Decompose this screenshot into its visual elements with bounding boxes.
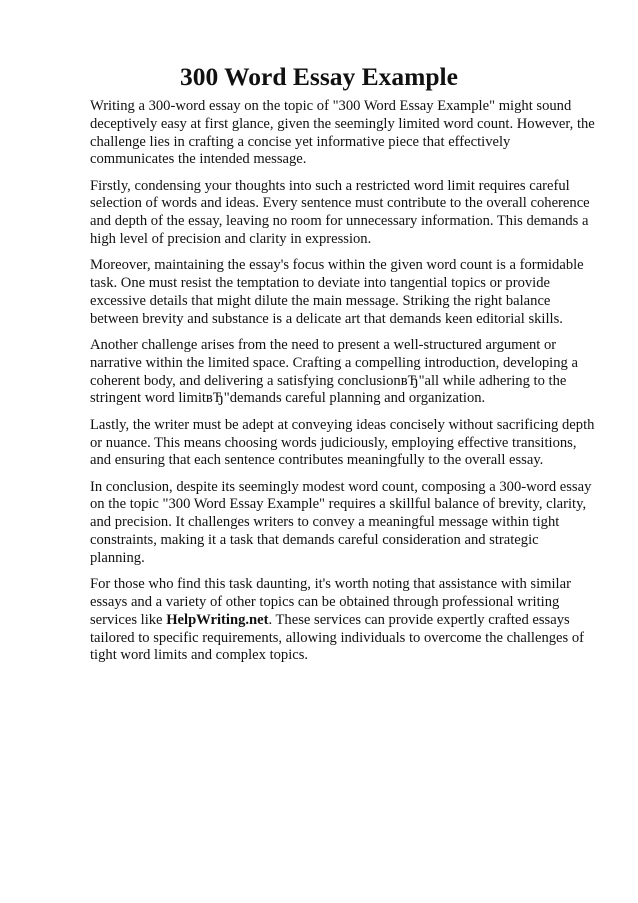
document-body bbox=[90, 98, 596, 665]
helpwriting-link[interactable]: HelpWriting.net bbox=[166, 611, 269, 628]
paragraph-another-challenge: Another challenge arises from the need to present a well-structured argument or narrative within the limited space. Crafting a compelling introduction, developing a coherent body, and delivering a satisfying conclusionвЂ"all while adhering to the stringent word limitвЂ"demands careful planning and organization. bbox=[90, 337, 578, 407]
document-title: 300 Word Essay Example bbox=[180, 62, 458, 91]
paragraph-lastly: Lastly, the writer must be adept at conveying ideas concisely without sacrificing depth or nuance. This means choosing words judiciously, employing effective transitions, and ensuring that each sentence contributes meaningfully to the overall essay. bbox=[90, 416, 595, 469]
paragraph-intro: Writing a 300-word essay on the topic of "300 Word Essay Example" might sound deceptively easy at first glance, given the seemingly limited word count. However, the challenge lies in crafting a concise yet informative piece that effectively communicates the intended message. bbox=[90, 98, 595, 168]
paragraph-conclusion: In conclusion, despite its seemingly modest word count, composing a 300-word essay on the topic "300 Word Essay Example" requires a skillful balance of brevity, clarity, and precision. It challenges writers to convey a meaningful message within tight constraints, making it a task that demands careful consideration and strategic planning. bbox=[90, 478, 592, 566]
service-text-after: . These services can provide expertly crafted essays tailored to specific requirements, allowing individuals to overcome the challenges of tight word limits and complex topics. bbox=[90, 611, 585, 664]
service-text-before: For those who find this task daunting, it's worth noting that assistance with similar essays and a variety of other topics can be obtained through professional writing services like bbox=[90, 576, 571, 628]
paragraph-firstly: Firstly, condensing your thoughts into such a restricted word limit requires careful selection of words and ideas. Every sentence must contribute to the overall coherence and depth of the essay, leaving no room for unnecessary information. This demands a high level of precision and clarity in expression. bbox=[90, 177, 590, 248]
paragraph-writing-service bbox=[90, 576, 596, 665]
paragraph-moreover: Moreover, maintaining the essay's focus within the given word count is a formidable task. One must resist the temptation to deviate into tangential topics or provide excessive details that might dilute the main message. Striking the right balance between brevity and substance is a delicate art that demands keen editorial skills. bbox=[90, 257, 584, 327]
